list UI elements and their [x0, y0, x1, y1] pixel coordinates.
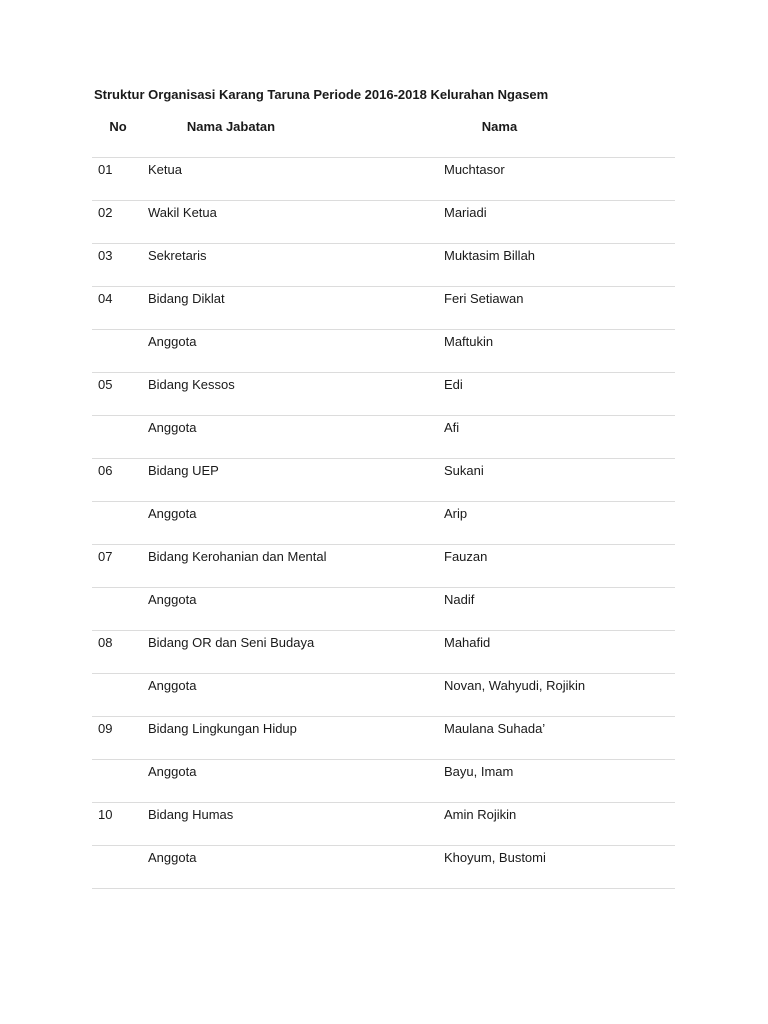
cell-nama: Mahafid: [444, 631, 675, 674]
cell-nama: Khoyum, Bustomi: [444, 846, 675, 889]
cell-nama: Novan, Wahyudi, Rojikin: [444, 674, 675, 717]
cell-nama: Afi: [444, 416, 675, 459]
cell-no: 08: [92, 631, 148, 674]
table-row: [92, 588, 675, 631]
cell-no: 09: [92, 717, 148, 760]
table-row: [92, 631, 675, 674]
cell-nama: Sukani: [444, 459, 675, 502]
table-row: [92, 330, 675, 373]
cell-nama: Bayu, Imam: [444, 760, 675, 803]
cell-nama-jabatan: Anggota: [148, 588, 444, 631]
cell-no: 10: [92, 803, 148, 846]
cell-nama-jabatan: Bidang OR dan Seni Budaya: [148, 631, 444, 674]
document-title: Struktur Organisasi Karang Taruna Periode 2016-2018 Kelurahan Ngasem: [94, 87, 549, 102]
cell-nama-jabatan: Anggota: [148, 502, 444, 545]
cell-nama-jabatan: Bidang Kerohanian dan Mental: [148, 545, 444, 588]
cell-nama-jabatan: Anggota: [148, 760, 444, 803]
table-row: [92, 373, 675, 416]
table-row: [92, 717, 675, 760]
header-nama-jabatan: Nama Jabatan: [148, 116, 444, 158]
cell-nama: Fauzan: [444, 545, 675, 588]
table-row: [92, 244, 675, 287]
header-nama: Nama: [444, 116, 675, 158]
cell-nama: Muchtasor: [444, 158, 675, 201]
cell-nama: Nadif: [444, 588, 675, 631]
table-row: [92, 502, 675, 545]
cell-no: 06: [92, 459, 148, 502]
cell-no: [92, 760, 148, 803]
cell-nama-jabatan: Bidang Lingkungan Hidup: [148, 717, 444, 760]
cell-nama-jabatan: Bidang Kessos: [148, 373, 444, 416]
cell-no: [92, 588, 148, 631]
cell-no: [92, 416, 148, 459]
table-row: [92, 287, 675, 330]
table-row: [92, 846, 675, 889]
cell-no: 04: [92, 287, 148, 330]
cell-nama-jabatan: Anggota: [148, 330, 444, 373]
cell-nama: Maulana Suhada’: [444, 717, 675, 760]
cell-nama: Amin Rojikin: [444, 803, 675, 846]
header-no: No: [92, 116, 148, 158]
table-body: [92, 158, 675, 889]
cell-nama-jabatan: Ketua: [148, 158, 444, 201]
cell-no: 07: [92, 545, 148, 588]
cell-no: [92, 330, 148, 373]
organization-table: [92, 116, 675, 889]
table-row: [92, 674, 675, 717]
cell-nama: Edi: [444, 373, 675, 416]
cell-nama-jabatan: Wakil Ketua: [148, 201, 444, 244]
cell-no: 03: [92, 244, 148, 287]
cell-nama-jabatan: Bidang Diklat: [148, 287, 444, 330]
cell-nama-jabatan: Sekretaris: [148, 244, 444, 287]
cell-nama: Feri Setiawan: [444, 287, 675, 330]
table-row: [92, 201, 675, 244]
cell-nama-jabatan: Bidang UEP: [148, 459, 444, 502]
cell-nama-jabatan: Anggota: [148, 674, 444, 717]
cell-no: [92, 846, 148, 889]
table-row: [92, 416, 675, 459]
cell-nama: Maftukin: [444, 330, 675, 373]
cell-no: 05: [92, 373, 148, 416]
table-header-row: [92, 116, 675, 158]
cell-no: 02: [92, 201, 148, 244]
cell-no: [92, 502, 148, 545]
cell-no: 01: [92, 158, 148, 201]
cell-nama: Arip: [444, 502, 675, 545]
cell-nama-jabatan: Anggota: [148, 846, 444, 889]
cell-no: [92, 674, 148, 717]
table-row: [92, 158, 675, 201]
cell-nama-jabatan: Anggota: [148, 416, 444, 459]
cell-nama: Mariadi: [444, 201, 675, 244]
table-row: [92, 760, 675, 803]
cell-nama-jabatan: Bidang Humas: [148, 803, 444, 846]
table-row: [92, 545, 675, 588]
table-row: [92, 459, 675, 502]
table-row: [92, 803, 675, 846]
cell-nama: Muktasim Billah: [444, 244, 675, 287]
